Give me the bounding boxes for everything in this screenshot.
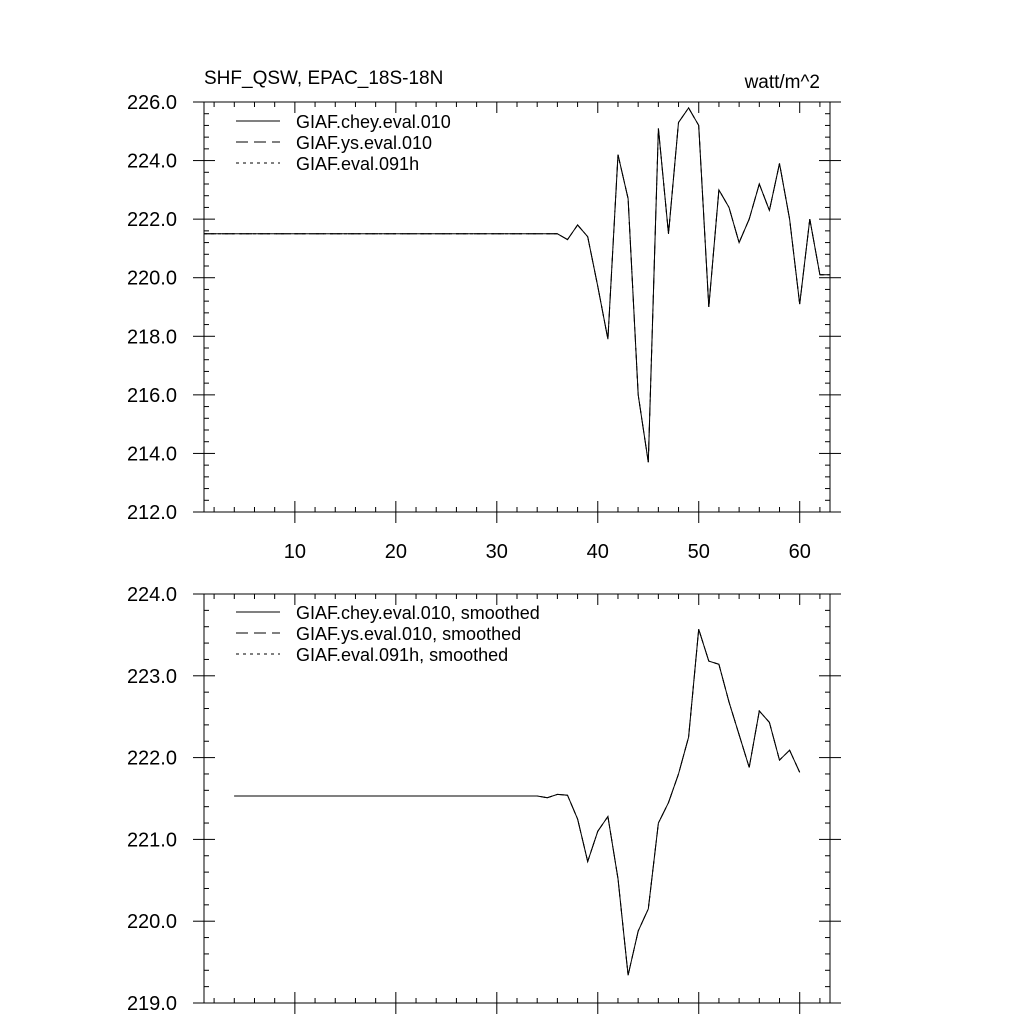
panel1-xtick-label: 40: [586, 541, 609, 563]
panel1-xtick-label: 50: [687, 541, 710, 563]
panel1-legend-label-1: GIAF.chey.eval.010: [296, 112, 451, 132]
panel2-ytick-label: 222.0: [126, 747, 177, 770]
panel1-ytick-label: 222.0: [126, 209, 177, 232]
panel1-legend-label-2: GIAF.ys.eval.010: [296, 133, 433, 153]
panel2-ytick-label: 223.0: [126, 665, 177, 688]
panel2-ytick-label: 220.0: [126, 911, 177, 934]
panel1-ytick-label: 212.0: [126, 502, 177, 524]
panel1-title: SHF_QSW, EPAC_18S-18N: [204, 68, 444, 89]
panel1-xtick-label: 10: [283, 541, 306, 563]
panel1-units: watt/m^2: [744, 72, 820, 93]
panel1-plot: [127, 92, 841, 563]
panel2-legend-label-2: GIAF.ys.eval.010, smoothed: [296, 624, 522, 644]
panel1-ytick-label: 216.0: [126, 384, 177, 407]
panel2-legend-label-3: GIAF.eval.091h, smoothed: [296, 645, 509, 665]
panel2-ytick-label: 221.0: [126, 829, 177, 852]
panel1-xtick-label: 30: [485, 541, 508, 563]
panel1-ytick-label: 224.0: [126, 150, 177, 173]
panel1-ytick-label: 226.0: [126, 92, 177, 114]
panel1-ytick-label: 218.0: [126, 326, 177, 349]
panel2-legend-label-1: GIAF.chey.eval.010, smoothed: [296, 603, 540, 623]
panel1-xtick-label: 60: [788, 541, 811, 563]
panel1-ytick-label: 214.0: [126, 443, 177, 466]
panel1-xtick-label: 20: [384, 541, 407, 563]
panel2-series-line-1: [234, 629, 799, 975]
panel2-ytick-label: 219.0: [126, 993, 177, 1015]
panel1-ytick-label: 220.0: [126, 267, 177, 290]
panel2-ytick-label: 224.0: [126, 584, 177, 606]
panel2-series-line-2: [234, 629, 799, 975]
panel2-series-line-3: [234, 629, 799, 975]
panel2-plot: [127, 584, 841, 1015]
panel1-legend-label-3: GIAF.eval.091h: [296, 154, 420, 174]
